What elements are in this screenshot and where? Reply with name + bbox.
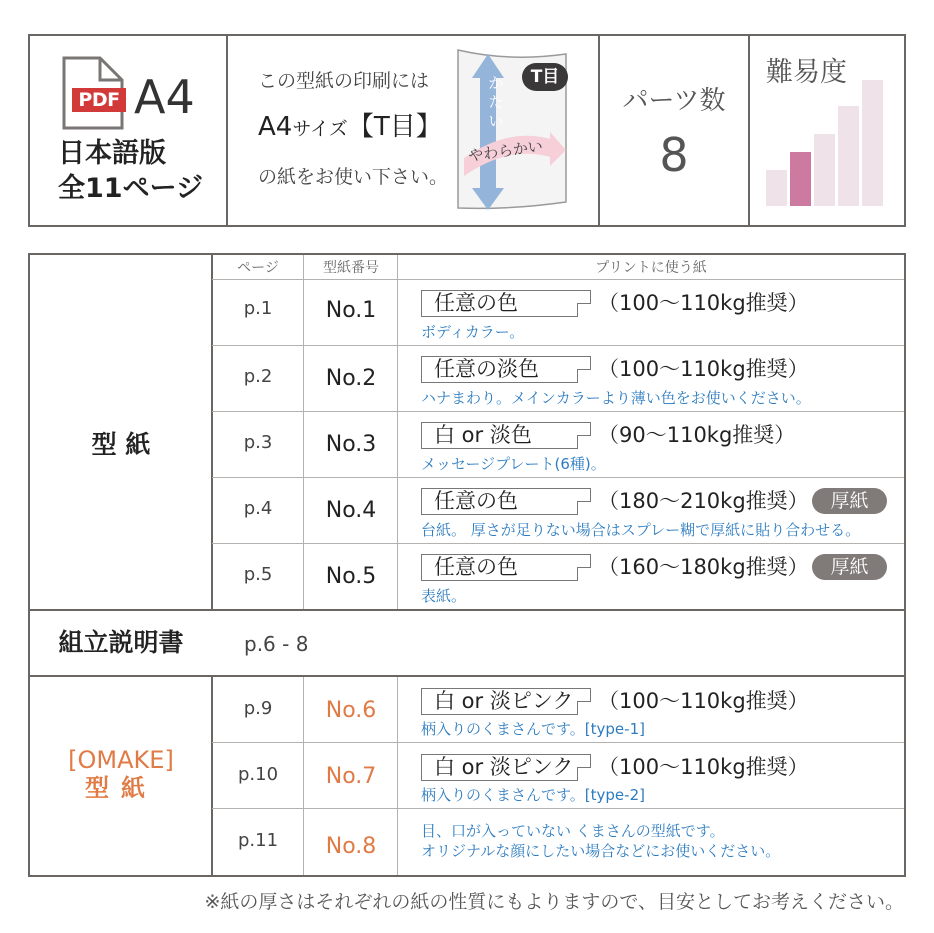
print-info-line3: の紙をお使い下さい。 xyxy=(258,166,449,188)
paper-type: 任意の色 xyxy=(421,488,591,515)
fold-corner-icon xyxy=(577,435,591,449)
paper-weight: （160〜180kg推奨） xyxy=(598,555,809,579)
paper-type: 任意の色 xyxy=(421,554,591,581)
row-note: 表紙。 xyxy=(421,587,467,605)
stiff-label: かたい xyxy=(488,74,504,130)
paper-type: 白 or 淡色 xyxy=(421,422,591,449)
row-divider xyxy=(212,543,904,544)
column-header-page: ページ xyxy=(237,260,279,276)
row-divider xyxy=(212,742,904,743)
section-label-patterns: 型 紙 xyxy=(91,430,151,459)
parts-count: 8 xyxy=(659,128,689,182)
parts-label: パーツ数 xyxy=(622,86,726,116)
row-pattern-no: No.6 xyxy=(325,698,377,723)
paper-weight: （100〜110kg推奨） xyxy=(598,689,809,713)
paper-type: 白 or 淡ピンク xyxy=(421,754,591,781)
row-pattern-no: No.8 xyxy=(325,834,377,859)
difficulty-bar xyxy=(766,170,787,206)
row-page: p.10 xyxy=(237,764,279,785)
paper-weight: （100〜110kg推奨） xyxy=(598,357,809,381)
row-note: ボディカラー。 xyxy=(421,323,525,341)
language-version: 日本語版 xyxy=(58,138,166,169)
row-divider xyxy=(212,411,904,412)
row-pattern-no: No.7 xyxy=(325,764,377,789)
footnote: ※紙の厚さはそれぞれの紙の性質にもよりますので、目安としてお考えください。 xyxy=(204,891,904,913)
page-count: 全11ページ xyxy=(58,173,204,204)
row-pattern-no: No.2 xyxy=(325,366,377,391)
soft-label: やわらかい xyxy=(467,136,544,166)
row-page: p.3 xyxy=(243,432,273,453)
row-page: p.1 xyxy=(243,298,273,319)
row-note: 柄入りのくまさんです。[type-1] xyxy=(421,720,645,738)
section-label-assembly: 組立説明書 xyxy=(58,628,184,657)
paper-type: 任意の色 xyxy=(421,290,591,317)
paper-type: 任意の淡色 xyxy=(421,356,591,383)
row-divider xyxy=(212,477,904,478)
row-divider xyxy=(212,345,904,346)
row-page: p.9 xyxy=(243,698,273,719)
row-pattern-no: No.4 xyxy=(325,498,377,523)
print-info-line1: この型紙の印刷には xyxy=(258,70,430,92)
grain-badge: T目 xyxy=(522,63,568,91)
assembly-pages: p.6 - 8 xyxy=(244,632,309,656)
section-label-omake: [OMAKE] xyxy=(68,746,174,774)
difficulty-label: 難易度 xyxy=(766,57,847,88)
row-pattern-no: No.3 xyxy=(325,432,377,457)
fold-corner-icon xyxy=(577,369,591,383)
row-page: p.2 xyxy=(243,366,273,387)
row-page: p.4 xyxy=(243,498,273,519)
row-note: 目、口が入っていない くまさんの型紙です。 xyxy=(421,822,725,840)
paper-weight: （180〜210kg推奨） xyxy=(598,489,809,513)
table-border-bottom xyxy=(28,875,906,877)
paper-weight: （100〜110kg推奨） xyxy=(598,291,809,315)
paper-size: A4 xyxy=(134,70,195,124)
row-pattern-no: No.1 xyxy=(325,298,377,323)
paper-type: 白 or 淡ピンク xyxy=(421,688,591,715)
fold-corner-icon xyxy=(577,567,591,581)
row-divider xyxy=(212,808,904,809)
difficulty-bar xyxy=(838,106,859,206)
difficulty-bar xyxy=(790,152,811,206)
table-border-right xyxy=(904,253,906,877)
row-note: メッセージプレート(6種)。 xyxy=(421,455,606,473)
row-note: 台紙。 厚さが足りない場合はスプレー糊で厚紙に貼り合わせる。 xyxy=(421,521,861,539)
fold-corner-icon xyxy=(577,767,591,781)
section-divider xyxy=(28,675,906,677)
pdf-label: PDF xyxy=(72,88,126,112)
fold-corner-icon xyxy=(577,501,591,515)
row-note: ハナまわり。メインカラーより薄い色をお使いください。 xyxy=(421,389,811,407)
thick-paper-badge: 厚紙 xyxy=(812,488,887,514)
thick-paper-badge: 厚紙 xyxy=(812,554,887,580)
difficulty-bar xyxy=(814,134,835,206)
paper-weight: （90〜110kg推奨） xyxy=(598,423,796,447)
row-pattern-no: No.5 xyxy=(325,564,377,589)
row-note: 柄入りのくまさんです。[type-2] xyxy=(421,786,645,804)
fold-corner-icon xyxy=(577,303,591,317)
section-label-omake-patterns: 型紙 xyxy=(85,774,157,802)
column-header-pattern-no: 型紙番号 xyxy=(323,260,379,276)
row-note-line2: オリジナルな顔にしたい場合などにお使いください。 xyxy=(421,842,781,860)
row-page: p.5 xyxy=(243,564,273,585)
paper-weight: （100〜110kg推奨） xyxy=(598,755,809,779)
row-divider xyxy=(212,279,904,280)
section-divider xyxy=(28,609,906,611)
column-header-paper: プリントに使う紙 xyxy=(595,260,707,276)
fold-corner-icon xyxy=(577,701,591,715)
table-border-top xyxy=(28,253,906,255)
difficulty-bar xyxy=(862,80,883,206)
row-page: p.11 xyxy=(237,830,279,851)
print-info-line2: A4サイズ【T目】 xyxy=(258,112,442,142)
